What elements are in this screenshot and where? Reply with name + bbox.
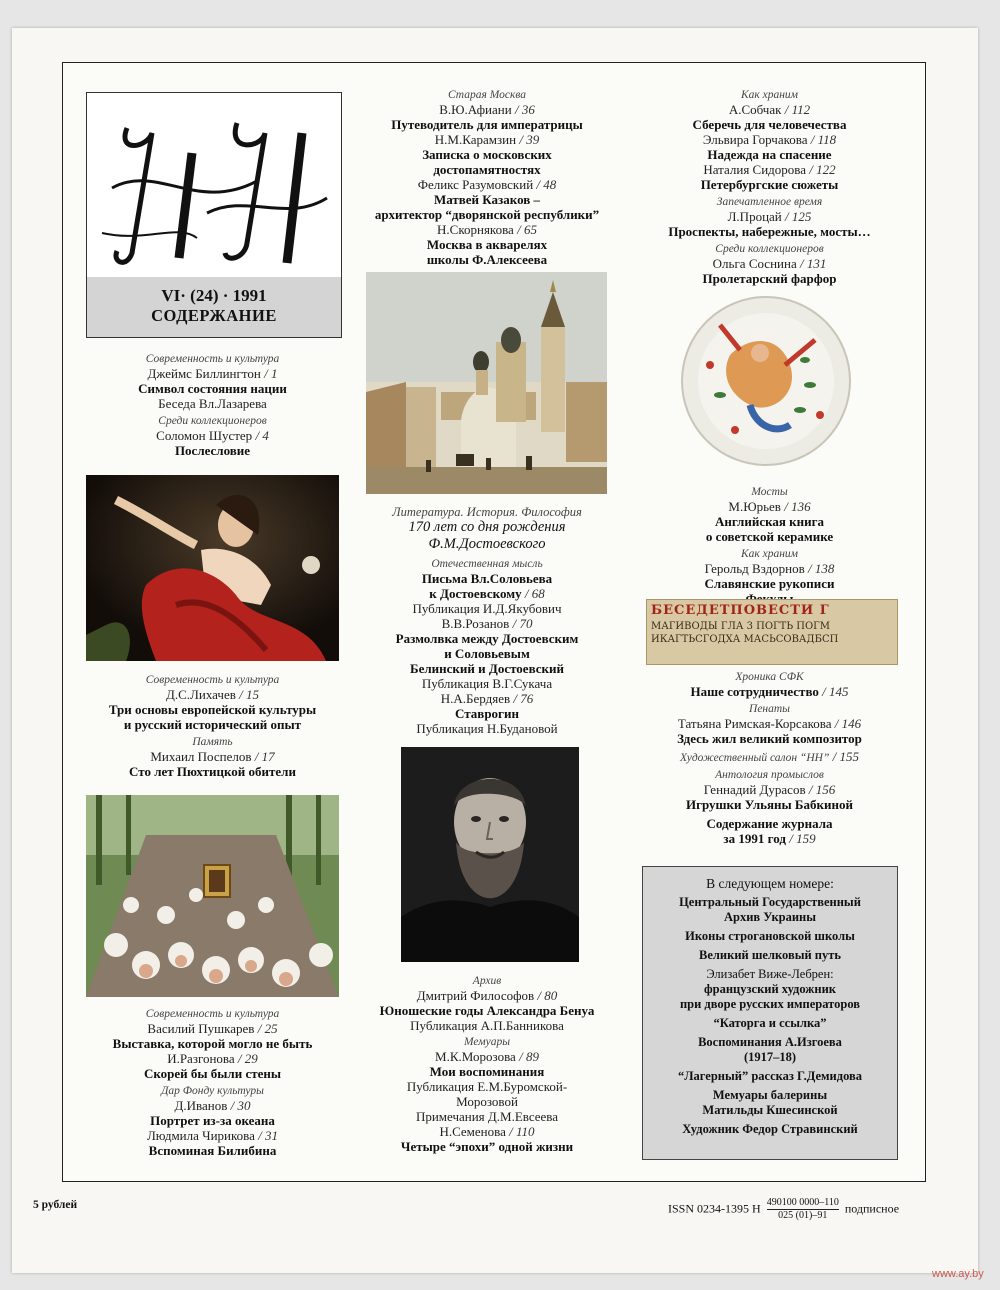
- article-title-cont: и русский исторический опыт: [123, 717, 302, 732]
- subscription-label: подписное: [844, 1201, 900, 1216]
- manuscript-line: МАГИВОДЫ ГЛА 3 ПОГТЬ ПОГМ: [651, 621, 831, 632]
- rubric: Отечественная мысль: [431, 558, 543, 570]
- author-line: Соломон Шустер / 4: [156, 428, 269, 443]
- article-title: Вспоминая Билибина: [148, 1143, 277, 1158]
- rubric: Хроника СФК: [735, 671, 804, 683]
- article-subtitle: Беседа Вл.Лазарева: [158, 396, 267, 411]
- author-line: Эльвира Горчакова / 118: [702, 132, 837, 147]
- article-title: Москва в акварелях: [426, 237, 548, 252]
- article-title-cont: и Соловьевым: [444, 646, 530, 661]
- magazine-logo: [86, 92, 342, 279]
- next-issue-box: [642, 866, 898, 1160]
- article-title: Надежда на спасение: [707, 147, 832, 162]
- toc-section: [85, 352, 340, 458]
- rubric: Память: [192, 736, 233, 748]
- rubric: Пенаты: [749, 703, 790, 715]
- toc-section: [85, 673, 340, 779]
- issn-line: [668, 1197, 899, 1222]
- feature-heading: Ф.М.Достоевского: [428, 536, 546, 552]
- manuscript-line: БЕСЕДЕТПОВЕСТИ Г: [651, 603, 830, 618]
- author-line: Н.М.Карамзин / 39: [434, 132, 540, 147]
- rubric: Современность и культура: [145, 674, 280, 686]
- author-line: Герольд Вздорнов / 138: [704, 561, 835, 576]
- toc-section: [642, 670, 897, 846]
- photo-religious-procession: [86, 795, 339, 997]
- publication-line: Публикация В.Г.Сукача: [421, 676, 553, 691]
- article-title: Здесь жил великий композитор: [677, 731, 862, 746]
- article-title: Четыре “эпохи” одной жизни: [400, 1139, 574, 1154]
- publication-line: Публикация И.Д.Якубович: [412, 601, 562, 616]
- author-line: М.К.Морозова / 89: [435, 1049, 539, 1064]
- article-title: Портрет из-за океана: [150, 1113, 275, 1128]
- rubric: Архив: [472, 975, 502, 987]
- next-issue-item: “Лагерный” рассказ Г.Демидова: [677, 1069, 863, 1083]
- author-line: В.Ю.Афиани / 36: [439, 102, 535, 117]
- author-line: Д.С.Лихачев / 15: [166, 687, 259, 702]
- rubric: Запечатленное время: [716, 196, 823, 208]
- article-title-cont: за 1991 год / 159: [723, 831, 816, 846]
- article-title: Письма Вл.Соловьева: [421, 571, 553, 586]
- next-issue-item: Великий шелковый путь: [699, 948, 841, 962]
- article-title: Три основы европейской культуры: [108, 702, 317, 717]
- author-line: Василий Пушкарев / 25: [147, 1021, 278, 1036]
- toc-section: [362, 88, 612, 267]
- next-issue-item: Иконы строгановской школы: [685, 929, 855, 943]
- porcelain-plate: [680, 295, 852, 467]
- article-title: Сто лет Пюхтицкой обители: [129, 764, 296, 779]
- article-title-cont: о советской керамике: [705, 529, 834, 544]
- article-title: Проспекты, набережные, мосты…: [668, 224, 871, 239]
- rubric: Современность и культура: [145, 353, 280, 365]
- author-line: Геннадий Дурасов / 156: [703, 782, 836, 797]
- author-line: Н.А.Бердяев / 76: [440, 691, 534, 706]
- article-title: Матвей Казаков –: [433, 192, 541, 207]
- rubric-line: Художественный салон “НН” / 155: [679, 749, 860, 764]
- index-code: $\frac{490100 0000-110}{025 (01)-91}$: [766, 1197, 839, 1221]
- author-line: Михаил Поспелов / 17: [150, 749, 275, 764]
- article-title: Петербургские сюжеты: [700, 177, 839, 192]
- price-label: 5 рублей: [33, 1199, 78, 1211]
- article-title: Славянские рукописи: [704, 576, 835, 591]
- next-issue-item: Воспоминания А.Изгоева (1917–18): [698, 1035, 842, 1064]
- author-line: Д.Иванов / 30: [174, 1098, 251, 1113]
- rubric: Литература. История. Философия: [392, 505, 582, 519]
- article-title: Символ состояния нации: [138, 381, 287, 396]
- notes-line: Примечания Д.М.Евсеева: [415, 1109, 559, 1124]
- article-title: Юношеские годы Александра Бенуа: [379, 1003, 595, 1018]
- article-title: Путеводитель для императрицы: [391, 117, 583, 132]
- issn-number: ISSN 0234-1395: [668, 1201, 750, 1216]
- publication-line-cont: Морозовой: [456, 1094, 518, 1109]
- author-line: Татьяна Римская-Корсакова / 146: [677, 716, 862, 731]
- rubric: Дар Фонду культуры: [161, 1085, 264, 1097]
- toc-section: [642, 485, 897, 606]
- manuscript-line: ИКАГТЬСГОДХА МАСЬСОВАДБСП: [651, 634, 839, 645]
- rubric: Мемуары: [464, 1036, 510, 1048]
- author-line: А.Собчак / 112: [728, 102, 811, 117]
- article-title: Послесловие: [174, 443, 251, 458]
- author-line: Дмитрий Философов / 80: [416, 988, 558, 1003]
- article-title: Пролетарский фарфор: [702, 271, 837, 286]
- publication-line: Публикация А.П.Банникова: [410, 1018, 564, 1033]
- article-title: Английская книга: [714, 514, 825, 529]
- article-title: Мои воспоминания: [429, 1064, 545, 1079]
- watercolor-moscow-church: [366, 272, 607, 494]
- article-title: Белинский и Достоевский: [410, 661, 564, 676]
- article-title: Размолвка между Достоевским: [395, 631, 579, 646]
- article-title: Игрушки Ульяны Бабкиной: [685, 797, 853, 812]
- toc-section: [642, 88, 897, 286]
- author-line: И.Разгонова / 29: [167, 1051, 258, 1066]
- portrait-dostoevsky: [401, 747, 579, 962]
- publication-line: Публикация Е.М.Буромской-: [406, 1079, 568, 1094]
- article-title: Сберечь для человечества: [692, 117, 847, 132]
- next-issue-item: Мемуары балерины Матильды Кшесинской: [702, 1088, 838, 1117]
- rubric: Антология промыслов: [715, 769, 824, 781]
- rubric: Мосты: [751, 486, 788, 498]
- next-issue-item: Элизабет Виже-Лебрен: французский художник при дворе русских императоров: [679, 967, 861, 1011]
- author-line: Людмила Чирикова / 31: [146, 1128, 279, 1143]
- article-title: Содержание журнала: [706, 816, 833, 831]
- issue-box: [86, 277, 342, 338]
- article-title: Выставка, которой могло не быть: [112, 1036, 313, 1051]
- painting-woman-in-red: [86, 475, 339, 661]
- article-title: Ставрогин: [455, 706, 519, 721]
- rubric: Как храним: [740, 548, 799, 560]
- toc-section: [362, 505, 612, 736]
- next-issue-item: “Каторга и ссылка”: [713, 1016, 827, 1030]
- article-title-cont: к Достоевскому / 68: [429, 586, 545, 601]
- author-line: Н.Скорнякова / 65: [437, 222, 537, 237]
- next-issue-item: Центральный Государственный Архив Украины: [679, 895, 861, 924]
- rubric: Современность и культура: [145, 1008, 280, 1020]
- toc-section: [85, 1007, 340, 1158]
- author-line: Джеймс Биллингтон / 1: [147, 366, 278, 381]
- next-issue-header: В следующем номере:: [706, 876, 834, 891]
- article-title: Записка о московских: [422, 147, 552, 162]
- author-line: М.Юрьев / 136: [728, 499, 811, 514]
- article-title-cont: достопамятностях: [433, 162, 541, 177]
- article-title: Наше сотрудничество / 145: [690, 684, 849, 699]
- rubric: Среди коллекционеров: [715, 243, 824, 255]
- nn-monogram-logo: [87, 93, 341, 278]
- slavic-manuscript-fragment: [646, 599, 898, 665]
- publication-line: Публикация Н.Будановой: [416, 721, 558, 736]
- toc-section: [362, 974, 612, 1154]
- index-letter: Н: [752, 1201, 761, 1216]
- author-line: Ольга Соснина / 131: [712, 256, 827, 271]
- article-title-cont: школы Ф.Алексеева: [426, 252, 548, 267]
- author-line: Феликс Разумовский / 48: [417, 177, 557, 192]
- next-issue-item: Художник Федор Стравинский: [682, 1122, 858, 1136]
- rubric: Среди коллекционеров: [158, 415, 267, 427]
- contents-heading: СОДЕРЖАНИЕ: [151, 306, 277, 325]
- author-line: В.В.Розанов / 70: [441, 616, 533, 631]
- author-line: Наталия Сидорова / 122: [703, 162, 836, 177]
- article-title-cont: архитектор “дворянской республики”: [374, 207, 600, 222]
- feature-heading: 170 лет со дня рождения: [408, 519, 566, 535]
- rubric: Как храним: [740, 89, 799, 101]
- watermark: www.ay.by: [932, 1268, 984, 1280]
- article-title: Скорей бы были стены: [143, 1066, 282, 1081]
- author-line: Л.Процай / 125: [727, 209, 812, 224]
- issue-number: VI· (24) · 1991: [161, 286, 267, 305]
- rubric: Старая Москва: [447, 89, 527, 101]
- author-line: Н.Семенова / 110: [439, 1124, 535, 1139]
